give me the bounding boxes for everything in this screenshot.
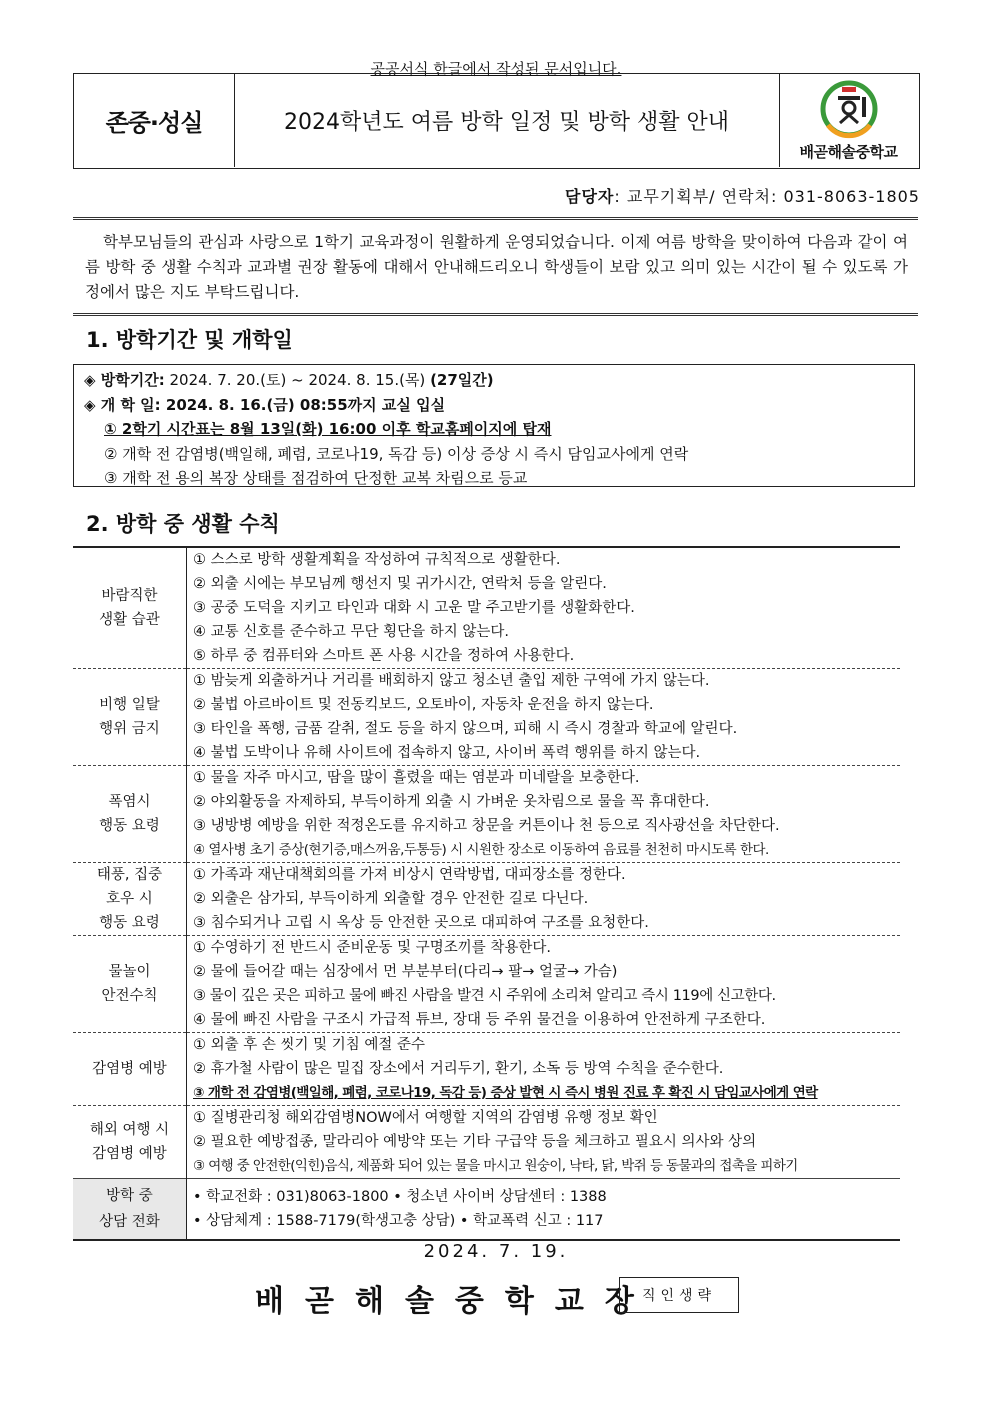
- rule-items: [187, 547, 901, 669]
- rule-item: ⑤ 하루 중 컴퓨터와 스마트 폰 사용 시간을 정하여 사용한다.: [193, 648, 575, 664]
- counsel-lines: [187, 1179, 901, 1241]
- rule-items: [187, 669, 901, 766]
- rule-group: [73, 766, 900, 863]
- rule-category: 물놀이 안전수칙: [73, 936, 187, 1033]
- vacation-period: [84, 368, 914, 393]
- rule-item: ③ 냉방병 예방을 위한 적정온도를 유지하고 창문을 커튼이나 천 등으로 직사광선을 차단한다.: [193, 818, 780, 834]
- section1-box: [73, 364, 915, 487]
- rule-item: ② 물에 들어갈 때는 심장에서 먼 부분부터(다리→ 팔→ 얼굴→ 가슴): [193, 964, 618, 980]
- rule-category: 폭염시 행동 요령: [73, 766, 187, 863]
- section2-title: 2. 방학 중 생활 수칙: [86, 512, 280, 536]
- rule-group: [73, 863, 900, 936]
- opening-day: [84, 393, 914, 418]
- rule-items: [187, 1106, 901, 1179]
- rule-group: [73, 1033, 900, 1106]
- counsel-line: • 학교전화 : 031)8063-1800 • 청소년 사이버 상담센터 : 1388: [193, 1189, 607, 1205]
- rule-group: [73, 547, 900, 669]
- school-logo: [779, 74, 918, 167]
- rule-item: ③ 여행 중 안전한(익힌)음식, 제품화 되어 있는 물을 마시고 원숭이, 낙타, 닭, 박쥐 등 동물과의 접촉을 피하기: [193, 1158, 798, 1174]
- rules-table: [73, 546, 900, 1241]
- rule-items: [187, 936, 901, 1033]
- period-label: ◈ 방학기간:: [84, 371, 165, 389]
- rule-item: ② 휴가철 사람이 많은 밀집 장소에서 거리두기, 환기, 소독 등 방역 수칙을 준수한다.: [193, 1061, 724, 1077]
- rule-group: [73, 936, 900, 1033]
- rule-group: [73, 669, 900, 766]
- contact-line: [565, 184, 920, 207]
- contact-label: 담당자: [565, 187, 615, 206]
- school-logo-name: 배곧해솔중학교: [799, 143, 898, 161]
- rule-items: [187, 863, 901, 936]
- counsel-line: • 상담체계 : 1588-7179(학생고충 상담) • 학교폭력 신고 : 117: [193, 1213, 604, 1229]
- public-form-notice: 공공서식 한글에서 작성된 문서입니다.: [370, 60, 622, 78]
- rule-item: ③ 침수되거나 고립 시 옥상 등 안전한 곳으로 대피하여 구조를 요청한다.: [193, 915, 649, 931]
- rule-item: ② 필요한 예방접종, 말라리아 예방약 또는 기타 구급약 등을 체크하고 필요시 의사와 상의: [193, 1134, 757, 1150]
- contact-value: : 교무기획부/ 연락처: 031-8063-1805: [614, 187, 920, 206]
- period-value: 2024. 7. 20.(토) ~ 2024. 8. 15.(목): [169, 371, 426, 389]
- rule-item: ① 수영하기 전 반드시 준비운동 및 구명조끼를 착용한다.: [193, 940, 552, 956]
- document-date: 2024. 7. 19.: [423, 1241, 569, 1262]
- rule-item: ① 가족과 재난대책회의를 가져 비상시 연락방법, 대피장소를 정한다.: [193, 867, 626, 883]
- rule-group: [73, 1106, 900, 1179]
- opening-value: 2024. 8. 16.(금) 08:55까지 교실 입실: [165, 395, 446, 414]
- rule-category: 해외 여행 시 감염병 예방: [73, 1106, 187, 1179]
- rule-item: ③ 물이 깊은 곳은 피하고 물에 빠진 사람을 발견 시 주위에 소리쳐 알리고 즉시 119에 신고한다.: [193, 988, 776, 1004]
- note-item: ② 개학 전 감염병(백일해, 폐렴, 코로나19, 독감 등) 이상 증상 시 즉시 담임교사에게 연락: [104, 444, 689, 463]
- rule-items: [187, 766, 901, 863]
- school-motto: 존중·성실: [74, 74, 235, 167]
- note-item: ③ 개학 전 용의 복장 상태를 점검하여 단정한 교복 차림으로 등교: [104, 469, 528, 487]
- rule-item: ③ 개학 전 감염병(백일해, 폐렴, 코로나19, 독감 등) 증상 발현 시 즉시 병원 진료 후 확진 시 담임교사에게 연락: [193, 1085, 818, 1101]
- rule-item: ④ 열사병 초기 증상(현기증,매스꺼움,두통등) 시 시원한 장소로 이동하여 음료를 천천히 마시도록 한다.: [193, 842, 769, 858]
- rule-items: [187, 1033, 901, 1106]
- rule-category: 비행 일탈 행위 금지: [73, 669, 187, 766]
- section1-title: 1. 방학기간 및 개학일: [86, 328, 293, 352]
- rule-category: 태풍, 집중 호우 시 행동 요령: [73, 863, 187, 936]
- signer-name: 배곧해솔중학교장: [255, 1284, 655, 1319]
- rule-item: ② 불법 아르바이트 및 전동킥보드, 오토바이, 자동차 운전을 하지 않는다.: [193, 697, 654, 713]
- rule-item: ③ 공중 도덕을 지키고 타인과 대화 시 고운 말 주고받기를 생활화한다.: [193, 600, 635, 616]
- rule-item: ② 외출은 삼가되, 부득이하게 외출할 경우 안전한 길로 다닌다.: [193, 891, 589, 907]
- document-title: 2024학년도 여름 방학 일정 및 방학 생활 안내: [234, 74, 780, 167]
- rule-item: ① 질병관리청 해외감염병NOW에서 여행할 지역의 감염병 유행 정보 확인: [193, 1110, 658, 1126]
- period-days: (27일간): [430, 371, 494, 389]
- school-emblem-icon: [814, 79, 884, 139]
- rule-item: ③ 타인을 폭행, 금품 갈취, 절도 등을 하지 않으며, 피해 시 즉시 경찰과 학교에 알린다.: [193, 721, 738, 737]
- note-item: ① 2학기 시간표는 8월 13일(화) 16:00 이후 학교홈페이지에 탑재: [104, 420, 552, 438]
- rule-item: ① 스스로 방학 생활계획을 작성하여 규칙적으로 생활한다.: [193, 552, 561, 568]
- rule-item: ② 외출 시에는 부모님께 행선지 및 귀가시간, 연락처 등을 알린다.: [193, 576, 607, 592]
- rule-item: ④ 교통 신호를 준수하고 무단 횡단을 하지 않는다.: [193, 624, 510, 640]
- rule-item: ④ 불법 도박이나 유해 사이트에 접속하지 않고, 사이버 폭력 행위를 하지 않는다.: [193, 745, 701, 761]
- rule-category: 바람직한 생활 습관: [73, 547, 187, 669]
- counsel-category: 방학 중 상담 전화: [73, 1179, 187, 1241]
- seal-omitted-box: 직인생략: [619, 1277, 739, 1313]
- document-header: [73, 73, 920, 169]
- rule-item: ② 야외활동을 자제하되, 부득이하게 외출 시 가벼운 옷차림으로 물을 꼭 휴대한다.: [193, 794, 710, 810]
- rule-item: ① 밤늦게 외출하거나 거리를 배회하지 않고 청소년 출입 제한 구역에 가지 않는다.: [193, 673, 710, 689]
- counsel-row: [73, 1179, 900, 1241]
- rule-category: 감염병 예방: [73, 1033, 187, 1106]
- intro-box: [73, 217, 918, 316]
- rule-item: ① 물을 자주 마시고, 땀을 많이 흘렸을 때는 염분과 미네랄을 보충한다.: [193, 770, 640, 786]
- intro-text: 학부모님들의 관심과 사랑으로 1학기 교육과정이 원활하게 운영되었습니다. 이제 여름 방학을 맞이하여 다음과 같이 여름 방학 중 생활 수칙과 교과별 권장 활동에 대해서 안내해드리오니 학생들이 보람 있고 의미 있는 시간이 될 수 있도록 가정에서 많은 지도 부탁드립니다.: [85, 233, 908, 301]
- rule-item: ④ 물에 빠진 사람을 구조시 가급적 튜브, 장대 등 주위 물건을 이용하여 안전하게 구조한다.: [193, 1012, 766, 1028]
- rule-item: ① 외출 후 손 씻기 및 기침 예절 준수: [193, 1037, 425, 1053]
- opening-label: ◈ 개 학 일:: [84, 395, 161, 414]
